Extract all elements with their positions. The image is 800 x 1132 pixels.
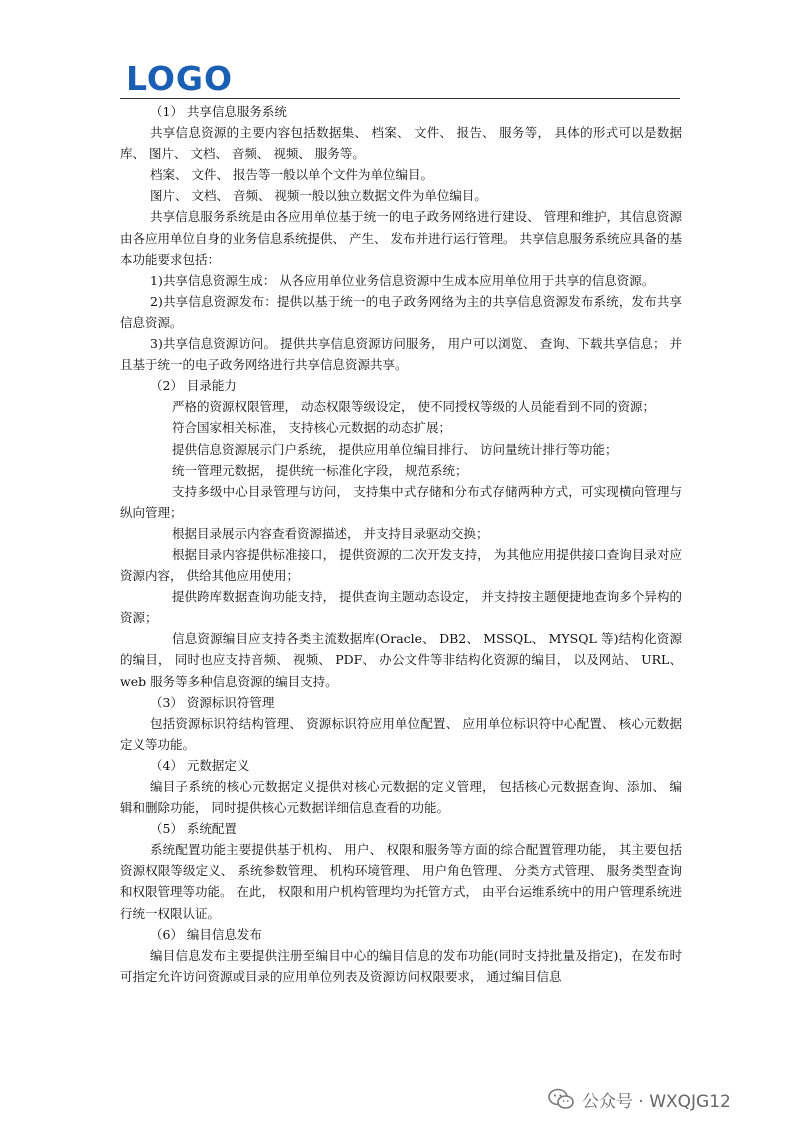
header-divider (120, 98, 680, 99)
paragraph: 3)共享信息资源访问。 提供共享信息资源访问服务， 用户可以浏览、 查询、下载共享信息； 并且基于统一的电子政务网络进行共享信息资源共享。 (120, 336, 682, 373)
section-heading: （6） 编目信息发布 (150, 926, 262, 942)
paragraph: 信息资源编目应支持各类主流数据库(Oracle、 DB2、 MSSQL、 MYSQL 等)结构化资源的编目， 同时也应支持音频、 视频、 PDF、 办公文件等非结构化资源的编目， 以及网站、 URL、 web 服务等多种信息资源的编目支持。 (120, 631, 682, 689)
paragraph: 编目子系统的核心元数据定义提供对核心元数据的定义管理， 包括核心元数据查询、添加、 编辑和删除功能， 同时提供核心元数据详细信息查看的功能。 (120, 779, 682, 816)
paragraph: 档案、 文件、 报告等一般以单个文件为单位编目。 (150, 167, 433, 183)
watermark (548, 1086, 731, 1112)
section-heading: （1） 共享信息服务系统 (150, 104, 287, 119)
section-heading: （5） 系统配置 (150, 821, 237, 837)
section-heading: （3） 资源标识符管理 (150, 694, 275, 710)
paragraph: 提供跨库数据查询功能支持， 提供查询主题动态设定， 并支持按主题便捷地查询多个异构的资源； (120, 589, 682, 626)
paragraph: 支持多级中心目录管理与访问， 支持集中式存储和分布式存储两种方式，可实现横向管理与纵向管理； (120, 483, 682, 520)
paragraph: 图片、 文档、 音频、 视频一般以独立数据文件为单位编目。 (150, 188, 487, 204)
paragraph: 提供信息资源展示门户系统， 提供应用单位编目排行、 访问量统计排行等功能； (172, 441, 618, 457)
document-body (120, 101, 682, 987)
paragraph: 1)共享信息资源生成： 从各应用单位业务信息资源中生成本应用单位用于共享的信息资源。 (150, 272, 655, 288)
paragraph: 系统配置功能主要提供基于机构、 用户、 权限和服务等方面的综合配置管理功能， 其主要包括资源权限等级定义、 系统参数管理、 机构环境管理、 用户角色管理、 分类方式管理、 服务类型查询和权限管理等功能。 在此， 权限和用户机构管理均为托管方式， 由平台运维系统中的用户管理系统进行统一权限认证。 (120, 842, 682, 921)
paragraph: 包括资源标识符结构管理、 资源标识符应用单位配置、 应用单位标识符中心配置、 核心元数据定义等功能。 (120, 715, 682, 752)
wechat-icon (548, 1088, 574, 1110)
paragraph: 共享信息资源的主要内容包括数据集、 档案、 文件、 报告、 服务等， 具体的形式可以是数据库、 图片、 文档、 音频、 视频、 服务等。 (120, 125, 682, 162)
paragraph: 符合国家相关标准， 支持核心元数据的动态扩展； (172, 420, 451, 436)
section-heading: （2） 目录能力 (150, 378, 237, 394)
paragraph: 根据目录内容提供标准接口， 提供资源的二次开发支持， 为其他应用提供接口查询目录对应资源内容， 供给其他应用使用； (120, 546, 682, 584)
paragraph: 根据目录展示内容查看资源描述， 并支持目录驱动交换； (172, 525, 489, 541)
logo: LOGO (126, 59, 234, 98)
watermark-text: 公众号 · WXQJG12 (582, 1091, 731, 1112)
section-heading: （4） 元数据定义 (150, 757, 250, 773)
paragraph: 统一管理元数据， 提供统一标准化字段， 规范系统； (172, 462, 468, 478)
paragraph: 共享信息服务系统是由各应用单位基于统一的电子政务网络进行建设、 管理和维护，其信息资源由各应用单位自身的业务信息系统提供、 产生、 发布并进行运行管理。 共享信息服务系统应具备的基本功能要求包括： (120, 209, 682, 267)
paragraph: 严格的资源权限管理， 动态权限等级设定， 使不同授权等级的人员能看到不同的资源； (172, 399, 655, 415)
paragraph: 2)共享信息资源发布：提供以基于统一的电子政务网络为主的共享信息资源发布系统，发布共享信息资源。 (120, 293, 682, 330)
paragraph: 编目信息发布主要提供注册至编目中心的编目信息的发布功能(同时支持批量及指定)，在发布时可指定允许访问资源或目录的应用单位列表及资源访问权限要求， 通过编目信息 (120, 947, 682, 984)
